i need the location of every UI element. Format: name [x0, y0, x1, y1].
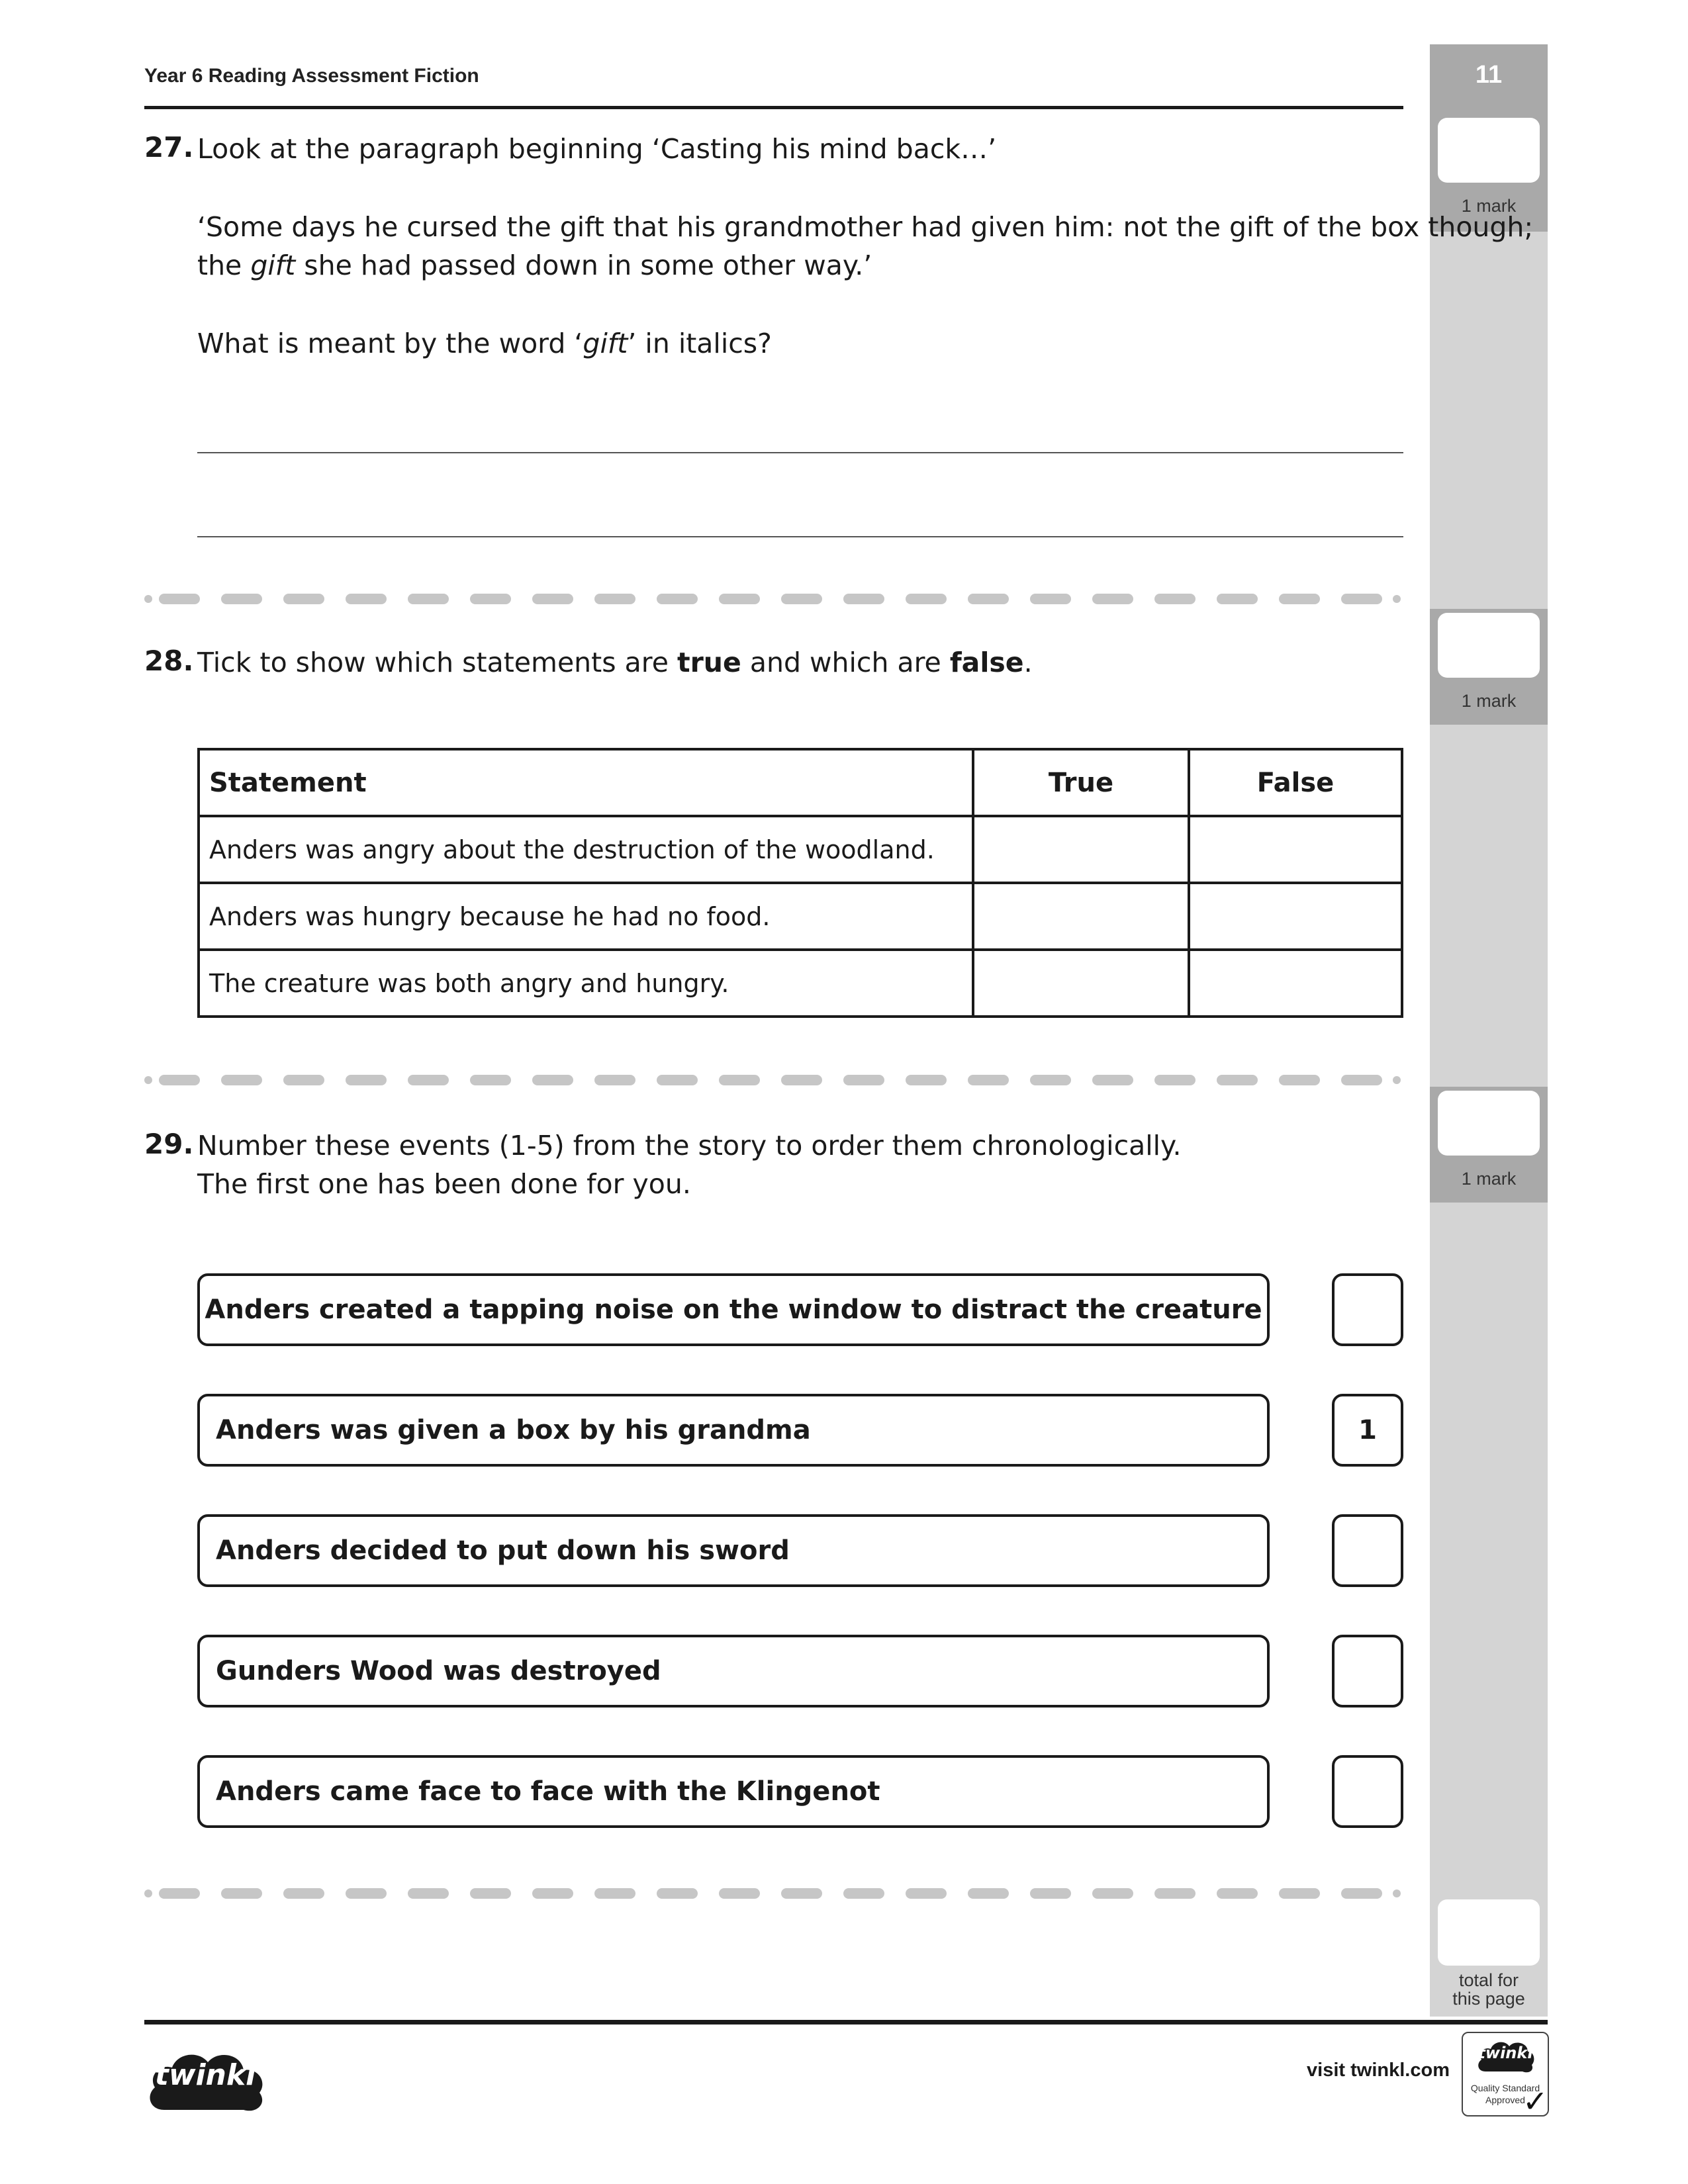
- q27-answer-line-1[interactable]: [197, 452, 1403, 453]
- q27-quote-line1: ‘Some days he cursed the gift that his grandmother had given him: not the gift of the box though;: [197, 211, 1534, 243]
- q29-prompt-line2: The first one has been done for you.: [197, 1168, 691, 1200]
- q29-prompt-line1: Number these events (1-5) from the story to order them chronologically.: [197, 1130, 1182, 1161]
- section-separator: [144, 1075, 1403, 1085]
- q27-mark-box[interactable]: [1438, 118, 1540, 183]
- true-tick-cell[interactable]: [973, 883, 1189, 950]
- order-number-box[interactable]: [1332, 1755, 1403, 1828]
- check-icon: ✓: [1523, 2083, 1548, 2119]
- footer-rule: [144, 2020, 1548, 2025]
- table-row: [199, 816, 1402, 883]
- false-tick-cell[interactable]: [1189, 816, 1402, 883]
- page-total-label: total for this page: [1452, 1970, 1525, 2009]
- visit-twinkl-link[interactable]: visit twinkl.com: [1307, 2060, 1450, 2081]
- order-number-box[interactable]: [1332, 1635, 1403, 1707]
- q27-answer-line-2[interactable]: [197, 536, 1403, 537]
- header-rule: [144, 106, 1403, 109]
- q27-number: 27.: [144, 131, 194, 163]
- event-box: Anders was given a box by his grandma: [197, 1394, 1270, 1467]
- table-row: [199, 950, 1402, 1017]
- q28-prompt: Tick to show which statements are true and which are false.: [197, 647, 1033, 678]
- header-statement: Statement: [199, 749, 973, 816]
- badge-logo: twinkl: [1477, 2044, 1533, 2062]
- q29-mark-box[interactable]: [1438, 1091, 1540, 1156]
- event-box: Anders created a tapping noise on the window to distract the creature: [197, 1273, 1270, 1346]
- order-number-box[interactable]: 1: [1332, 1394, 1403, 1467]
- statement-cell: Anders was hungry because he had no food.: [199, 883, 973, 950]
- badge-caption: Quality Standard Approved: [1470, 2083, 1540, 2105]
- statement-cell: The creature was both angry and hungry.: [199, 950, 973, 1017]
- statement-cell: Anders was angry about the destruction of the woodland.: [199, 816, 973, 883]
- false-tick-cell[interactable]: [1189, 950, 1402, 1017]
- true-tick-cell[interactable]: [973, 816, 1189, 883]
- table-header-row: [199, 749, 1402, 816]
- q29-mark-label: 1 mark: [1461, 1169, 1517, 1189]
- event-box: Gunders Wood was destroyed: [197, 1635, 1270, 1707]
- q27-prompt: Look at the paragraph beginning ‘Casting his mind back…’: [197, 133, 997, 165]
- q27-question: What is meant by the word ‘gift’ in italics?: [197, 328, 772, 359]
- order-number-box[interactable]: [1332, 1514, 1403, 1587]
- q27-mark-label: 1 mark: [1461, 196, 1517, 216]
- section-separator: [144, 594, 1403, 604]
- header-false: False: [1189, 749, 1402, 816]
- document-title: Year 6 Reading Assessment Fiction: [144, 65, 479, 87]
- marks-sidebar: [1430, 44, 1548, 2017]
- true-false-table: [197, 748, 1403, 1018]
- page-number: 11: [1475, 61, 1503, 89]
- false-tick-cell[interactable]: [1189, 883, 1402, 950]
- page-total-box[interactable]: [1438, 1899, 1540, 1966]
- q29-number: 29.: [144, 1128, 194, 1160]
- event-box: Anders decided to put down his sword: [197, 1514, 1270, 1587]
- q28-mark-box[interactable]: [1438, 613, 1540, 678]
- q27-quote-line2: the gift she had passed down in some other way.’: [197, 250, 872, 281]
- order-number-box[interactable]: [1332, 1273, 1403, 1346]
- table-row: [199, 883, 1402, 950]
- true-tick-cell[interactable]: [973, 950, 1189, 1017]
- q28-mark-label: 1 mark: [1461, 691, 1517, 711]
- header-true: True: [973, 749, 1189, 816]
- twinkl-logo: twinkl: [154, 2058, 256, 2092]
- q28-number: 28.: [144, 645, 194, 677]
- event-box: Anders came face to face with the Klingenot: [197, 1755, 1270, 1828]
- section-separator: [144, 1888, 1403, 1899]
